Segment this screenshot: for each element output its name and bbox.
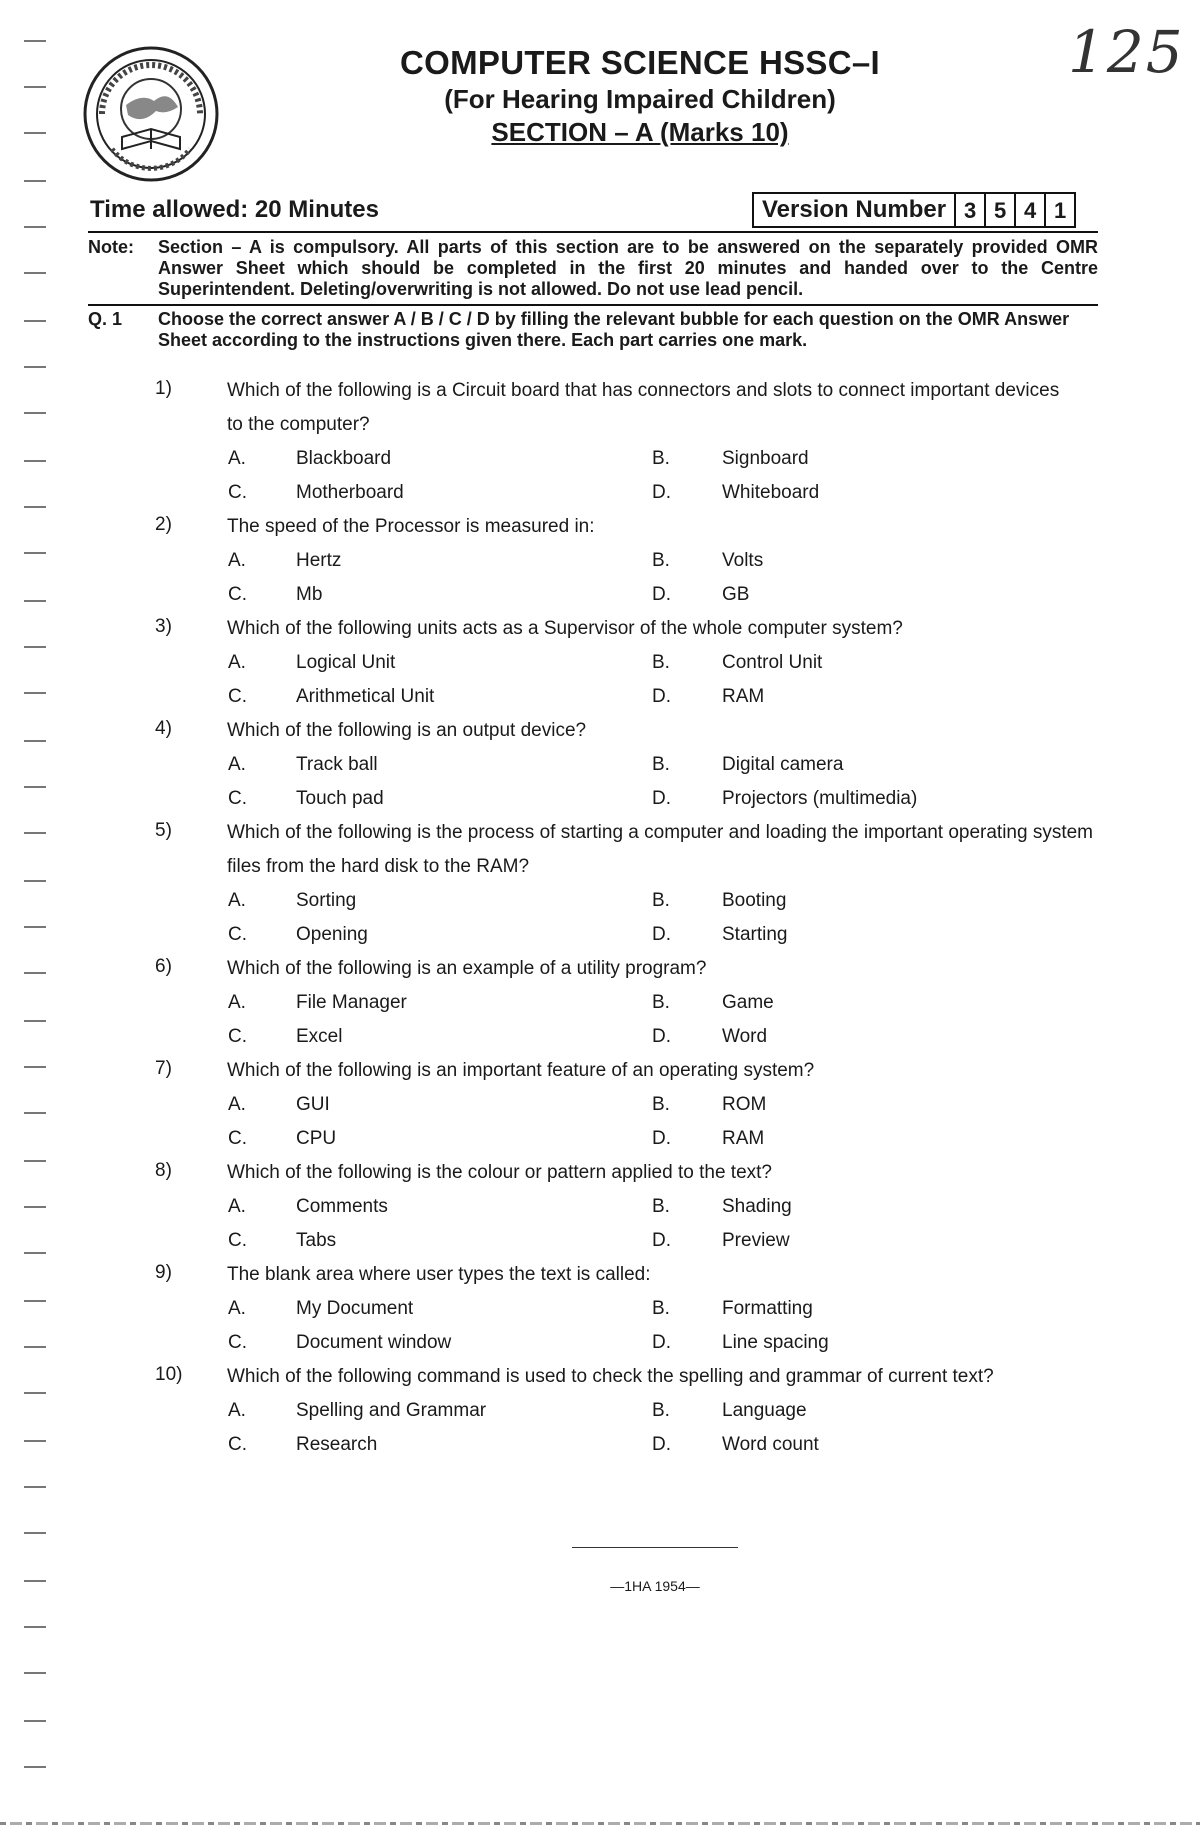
option-letter-a: A.	[228, 1400, 246, 1421]
option-letter-a: A.	[228, 550, 246, 571]
question-number: 8)	[155, 1160, 172, 1181]
question-number: 1)	[155, 378, 172, 399]
option-letter-a: A.	[228, 1094, 246, 1115]
option-d: Word count	[722, 1434, 819, 1455]
option-letter-c: C.	[228, 788, 247, 809]
seal-icon	[82, 45, 220, 183]
question-text: Which of the following units acts as a Supervisor of the whole computer system?	[227, 618, 903, 639]
question-item	[0, 1054, 1200, 1156]
question-number: 9)	[155, 1262, 172, 1283]
option-a: Comments	[296, 1196, 388, 1217]
question-item	[0, 816, 1200, 952]
option-letter-c: C.	[228, 1026, 247, 1047]
title-block	[360, 44, 920, 148]
option-a: Blackboard	[296, 448, 392, 469]
option-d: Preview	[722, 1230, 790, 1251]
option-b: Control Unit	[722, 652, 823, 673]
option-b: Shading	[722, 1196, 792, 1217]
exam-title: COMPUTER SCIENCE HSSC–I	[400, 44, 880, 81]
option-d: Line spacing	[722, 1332, 829, 1353]
question-number: 10)	[155, 1364, 183, 1385]
option-c: CPU	[296, 1128, 337, 1149]
option-letter-b: B.	[652, 890, 670, 911]
option-c: Touch pad	[296, 788, 384, 809]
question-number: 3)	[155, 616, 172, 637]
option-letter-b: B.	[652, 1298, 670, 1319]
option-letter-b: B.	[652, 1196, 670, 1217]
question-number: 7)	[155, 1058, 172, 1079]
option-d: GB	[722, 584, 750, 605]
question-item	[0, 714, 1200, 816]
option-a: Hertz	[296, 550, 342, 571]
footer-rule	[572, 1547, 738, 1548]
question-item	[0, 612, 1200, 714]
option-letter-d: D.	[652, 1026, 671, 1047]
option-d: Projectors (multimedia)	[722, 788, 918, 809]
exam-subtitle: (For Hearing Impaired Children)	[444, 84, 836, 114]
option-letter-b: B.	[652, 1400, 670, 1421]
board-seal-logo	[82, 45, 220, 183]
version-label: Version Number	[754, 194, 956, 226]
option-b: Volts	[722, 550, 764, 571]
question-text: The blank area where user types the text is called:	[227, 1264, 651, 1285]
option-a: My Document	[296, 1298, 414, 1319]
option-b: ROM	[722, 1094, 767, 1115]
instruction-text: Choose the correct answer A / B / C / D by filling the relevant bubble for each question on the OMR Answer Sheet according to the instructions given there. Each part carries one mark.	[158, 309, 1070, 350]
option-a: Track ball	[296, 754, 378, 775]
question-number: 4)	[155, 718, 172, 739]
question-item	[0, 1156, 1200, 1258]
option-c: Research	[296, 1434, 378, 1455]
option-d: Word	[722, 1026, 768, 1047]
option-letter-c: C.	[228, 924, 247, 945]
question-text-continued: to the computer?	[227, 414, 370, 435]
note-text: Section – A is compulsory. All parts of this section are to be answered on the separately provided OMR Answer Sheet which should be completed in the first 20 minutes and handed over to the Centre Superintendent. Deleting/overwriting is not allowed. Do not use lead pencil.	[158, 237, 1098, 299]
option-letter-c: C.	[228, 1230, 247, 1251]
divider	[88, 231, 1098, 233]
question-number: 2)	[155, 514, 172, 535]
option-letter-b: B.	[652, 448, 670, 469]
time-allowed: Time allowed: 20 Minutes	[90, 196, 379, 223]
option-letter-c: C.	[228, 1434, 247, 1455]
question-text: Which of the following is an output device?	[227, 720, 587, 741]
option-letter-a: A.	[228, 1196, 246, 1217]
option-letter-b: B.	[652, 550, 670, 571]
question-text: Which of the following is an important feature of an operating system?	[227, 1060, 815, 1081]
option-d: RAM	[722, 1128, 765, 1149]
scan-edge	[0, 1822, 1200, 1825]
option-c: Tabs	[296, 1230, 337, 1251]
option-d: Starting	[722, 924, 788, 945]
question-number: 5)	[155, 820, 172, 841]
option-b: Signboard	[722, 448, 809, 469]
option-a: GUI	[296, 1094, 330, 1115]
option-a: Logical Unit	[296, 652, 396, 673]
question-text: The speed of the Processor is measured in:	[227, 516, 595, 537]
question-text: Which of the following is an example of a utility program?	[227, 958, 707, 979]
option-d: Whiteboard	[722, 482, 820, 503]
version-digit: 3	[956, 194, 986, 226]
question-text: Which of the following is a Circuit board that has connectors and slots to connect important devices	[227, 380, 1060, 401]
question-text: Which of the following is the colour or pattern applied to the text?	[227, 1162, 772, 1183]
question-list	[0, 374, 1200, 1462]
option-letter-a: A.	[228, 652, 246, 673]
option-b: Digital camera	[722, 754, 844, 775]
option-letter-d: D.	[652, 686, 671, 707]
option-c: Mb	[296, 584, 323, 605]
option-letter-d: D.	[652, 1230, 671, 1251]
option-letter-d: D.	[652, 1434, 671, 1455]
option-c: Motherboard	[296, 482, 404, 503]
question-text: Which of the following is the process of starting a computer and loading the important operating system	[227, 822, 1094, 843]
question-item	[0, 374, 1200, 510]
option-letter-c: C.	[228, 482, 247, 503]
option-letter-b: B.	[652, 652, 670, 673]
option-letter-a: A.	[228, 448, 246, 469]
option-letter-c: C.	[228, 1332, 247, 1353]
option-letter-a: A.	[228, 1298, 246, 1319]
option-letter-b: B.	[652, 1094, 670, 1115]
option-c: Document window	[296, 1332, 452, 1353]
option-letter-b: B.	[652, 992, 670, 1013]
question-number: 6)	[155, 956, 172, 977]
option-c: Opening	[296, 924, 368, 945]
option-letter-c: C.	[228, 1128, 247, 1149]
option-b: Language	[722, 1400, 807, 1421]
version-digit: 4	[1016, 194, 1046, 226]
option-letter-c: C.	[228, 584, 247, 605]
question-item	[0, 952, 1200, 1054]
option-letter-a: A.	[228, 890, 246, 911]
question-text-continued: files from the hard disk to the RAM?	[227, 856, 530, 877]
question-item	[0, 1360, 1200, 1462]
option-letter-a: A.	[228, 992, 246, 1013]
option-letter-c: C.	[228, 686, 247, 707]
option-d: RAM	[722, 686, 765, 707]
option-b: Game	[722, 992, 774, 1013]
option-c: Excel	[296, 1026, 343, 1047]
section-title: SECTION – A (Marks 10)	[491, 117, 789, 147]
option-b: Booting	[722, 890, 787, 911]
option-c: Arithmetical Unit	[296, 686, 435, 707]
option-letter-d: D.	[652, 788, 671, 809]
option-a: File Manager	[296, 992, 407, 1013]
version-digit: 1	[1053, 198, 1067, 223]
divider	[88, 304, 1098, 306]
question-item	[0, 510, 1200, 612]
question-group-label: Q. 1	[88, 309, 123, 329]
question-text: Which of the following command is used to check the spelling and grammar of current text?	[227, 1366, 994, 1387]
option-letter-d: D.	[652, 1128, 671, 1149]
question-item	[0, 1258, 1200, 1360]
version-digit: 5	[986, 194, 1016, 226]
option-letter-d: D.	[652, 1332, 671, 1353]
option-a: Sorting	[296, 890, 357, 911]
paper-code: —1HA 1954—	[610, 1578, 700, 1594]
option-letter-d: D.	[652, 924, 671, 945]
option-letter-b: B.	[652, 754, 670, 775]
option-letter-d: D.	[652, 584, 671, 605]
option-letter-d: D.	[652, 482, 671, 503]
option-letter-a: A.	[228, 754, 246, 775]
option-a: Spelling and Grammar	[296, 1400, 487, 1421]
option-b: Formatting	[722, 1298, 813, 1319]
version-number-box	[752, 192, 1076, 228]
note-label: Note:	[88, 237, 134, 257]
handwritten-number: 125	[1068, 18, 1185, 86]
